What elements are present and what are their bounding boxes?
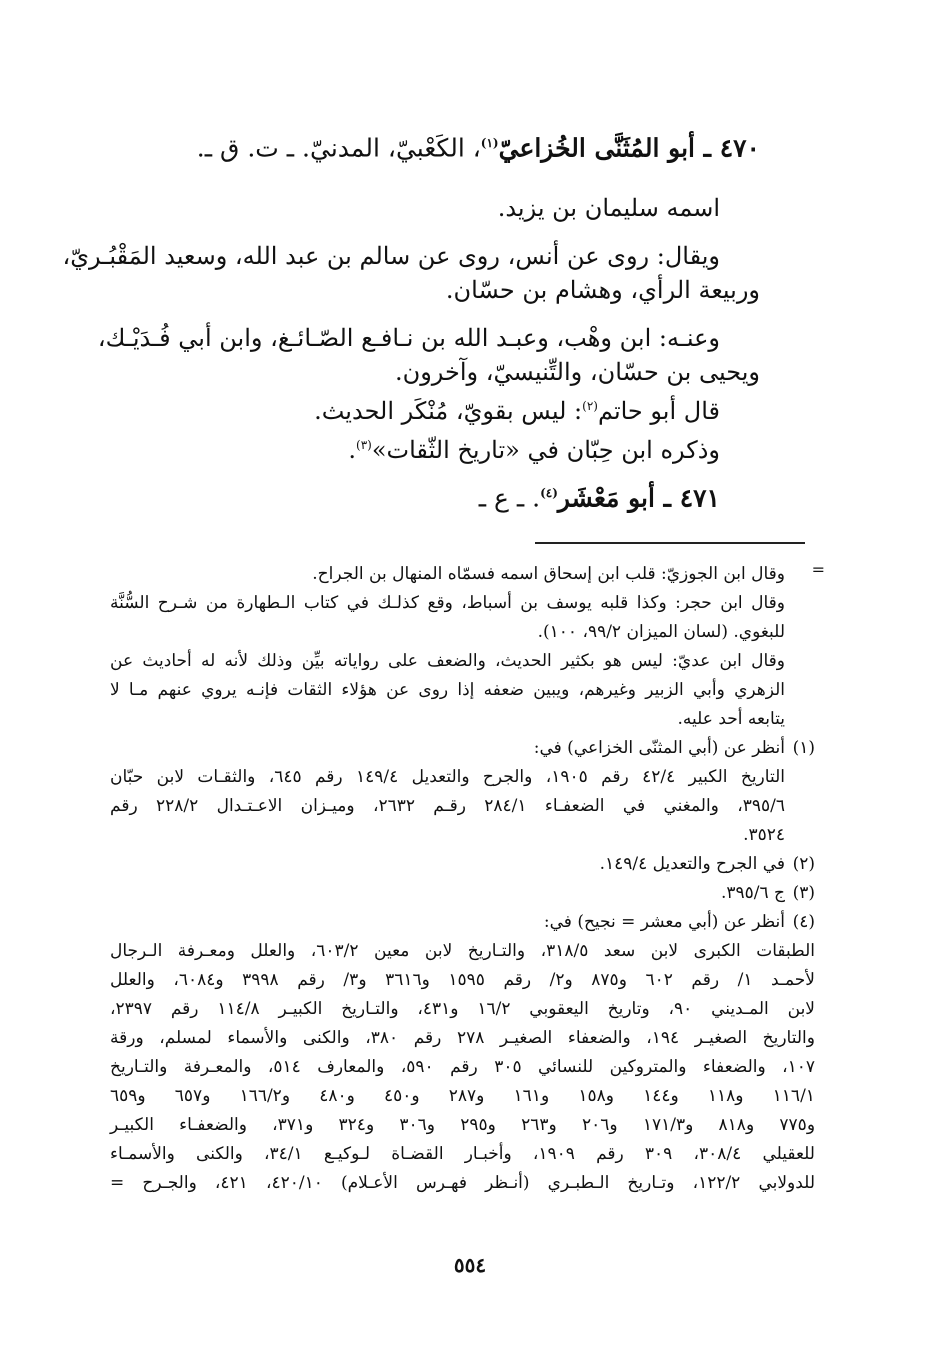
footnote-line: وقال ابن الجوزيّ: قلب ابن إسحاق اسمه فسمّاه المنهال بن الجراح. <box>312 564 785 584</box>
footnote-line: ١١٦/١ و١١٨ و١٤٤ و١٥٨ و١٦١ و٢٨٧ و٤٥٠ و٤٨٠ و١٦٦/٢ و٦٥٧ و٦٥٩ <box>110 1086 815 1106</box>
footnote-1-head: أنظر عن (أبي المثنّى الخزاعي) في: <box>533 738 785 758</box>
footnote-line: وقال ابن عديّ: ليس هو بكثير الحديث، والضعف على رواياته بيِّن وذلك لأنه له أحاديث عن <box>110 651 785 671</box>
entry-470-ibn-hibban <box>110 428 760 467</box>
footnote-2-text: في الجرح والتعديل ١٤٩/٤. <box>599 854 785 874</box>
ibn-hibban-end: . <box>348 436 356 465</box>
footnote-separator <box>535 542 805 544</box>
footnote-line: لأحمـد ١/ رقم ٦٠٢ و٨٧٥ و٢/ رقم ١٥٩٥ و٣٦١٦ و٣/ رقم ٣٩٩٨ و٦٠٨٤، والعلل <box>110 970 815 990</box>
footnote-line: ٣٩٥/٦، والمغني في الضعفـاء ٢٨٤/١ رقـم ٢٦٣٢، وميـزان الاعـتـدال ٢٢٨/٢ رقم <box>110 796 785 816</box>
footnote-line: والتاريخ الصغيـر ١٩٤، والضعفاء الصغيـر ٢٧٨ رقم ٣٨٠، والكنى والأسماء لمسلم، ورقة <box>110 1028 815 1048</box>
footnote-4-marker: (٤) <box>792 912 815 932</box>
footnote-3 <box>110 879 815 908</box>
page-number: ٥٥٤ <box>453 1253 487 1277</box>
footnote-line: الزهري وأبي الزبير وغيرهم، ويبين ضعفه إذا روى عن هؤلاء الثقات فإنـه يروي عنهم مـا لا <box>110 680 785 700</box>
footnote-line: ٣٥٢٤. <box>743 825 785 845</box>
footnote-line: ١٠٧، والضعفاء والمتروكين للنسائي ٣٠٥ رقم ٥٩٠، والمعارف ٥١٤، والمعـرفة والتـاريخ <box>110 1057 815 1077</box>
main-text <box>62 100 760 542</box>
footnote-line: يتابعه أحد عليه. <box>677 709 785 729</box>
ibn-hibban-text: وذكره ابن حِبّان في «تاريخ الثّقات» <box>371 436 720 465</box>
footnote-continuation <box>110 560 825 734</box>
footnote-line: للعقيلي ٣٠٨/٤، ٣٠٩ رقم ١٩٠٩، وأخبـار القضـاة لـوكيـع ٣٤/١، والكنى والأسمـاء <box>110 1144 815 1164</box>
entry-470-narrated-from-1: ويقال: روى عن أنس، روى عن سالم بن عبد الله، وسعيد المَقْبُـريّ، <box>62 242 720 271</box>
entry-470-nisba: ، الكَعْبيّ، المدنيّ. ـ ت. ق ـ. <box>196 133 481 163</box>
entry-470-heading <box>110 125 760 166</box>
entry-470-name-line: اسمه سليمان بن يزيد. <box>497 194 720 223</box>
entry-470-narrated-from-2: وربيعة الرأي، وهشام بن حسّان. <box>445 276 760 305</box>
footnote-line: وقال ابن حجر: وكذا قلبه يوسف بن أسباط، وقع كذلـك في كتاب الـطهارة من شـرح السُّنَّة <box>110 593 785 613</box>
footnotes <box>110 560 825 1198</box>
footnote-ref-3[interactable]: (٣) <box>356 438 372 453</box>
entry-471-heading <box>110 475 760 516</box>
footnote-2 <box>110 850 815 879</box>
footnote-ref-2[interactable]: (٢) <box>582 399 598 414</box>
footnote-1 <box>110 734 815 850</box>
footnote-ref-1[interactable]: (١) <box>480 136 499 150</box>
entry-470-narrators-2: ويحيى بن حسّان، والتِّنيسيّ، وآخرون. <box>394 358 760 387</box>
entry-471-title: ٤٧١ ـ أبو مَعْشَر <box>557 483 720 513</box>
footnote-ref-4[interactable]: (٤) <box>540 486 558 501</box>
continuation-marker: = <box>811 560 825 579</box>
footnote-2-marker: (٢) <box>792 854 815 874</box>
footnote-3-text: ج ٣٩٥/٦. <box>720 883 785 903</box>
footnote-line: للبغوي. (لسان الميزان ٩٩/٢، ١٠٠). <box>537 622 785 642</box>
abu-hatim-verdict: : ليس بقويّ، مُنْكَر الحديث. <box>314 397 583 426</box>
entry-470-abu-hatim <box>110 389 760 428</box>
entry-471-sigla: . ـ ع ـ <box>478 483 541 513</box>
footnote-line: للدولابي ١٢٢/٢، وتـاريخ الـطبـري (أنـظر فهـرس الأعـلام) ٤٢٠/١٠، ٤٢١، والجـرح = <box>110 1173 815 1193</box>
footnote-3-marker: (٣) <box>792 883 815 903</box>
entry-470-narrators-1: وعنـه: ابن وهْب، وعبـد الله بن نـافـع الصّـائـغ، وابن أبي فُـدَيْـك، <box>97 324 720 353</box>
footnote-4 <box>110 908 815 1198</box>
footnote-line: الطبقات الكبرى لابن سعد ٣١٨/٥، والتـاريخ لابن معين ٦٠٣/٢، والعلل ومعـرفة الـرجال <box>110 941 815 961</box>
footnote-line: التاريخ الكبير ٤٢/٤ رقم ١٩٠٥، والجرح والتعديل ١٤٩/٤ رقم ٦٤٥، والثقـات لابن حبّان <box>110 767 785 787</box>
footnote-1-marker: (١) <box>792 738 815 758</box>
entry-470-title: ٤٧٠ ـ أبو المُثَنَّى الخُزاعيّ <box>498 133 760 163</box>
footnote-line: و٧٧٥ و٨١٨ و١٧١/٣ و٢٠٦ و٢٦٣ و٢٩٥ و٣٠٦ و٣٢٤ و٣٧١، والضعفـاء الكبيـر <box>110 1115 816 1135</box>
footnote-line: لابن المـديني ٩٠، وتاريخ اليعقوبي ١٦/٢ و٤٣١، والتـاريخ الكبيـر ١١٤/٨ رقم ٢٣٩٧، <box>110 999 815 1019</box>
abu-hatim-label: قال أبو حاتم <box>597 397 720 426</box>
footnote-4-head: أنظر عن (أبي معشر = نجيح) في: <box>543 912 785 932</box>
